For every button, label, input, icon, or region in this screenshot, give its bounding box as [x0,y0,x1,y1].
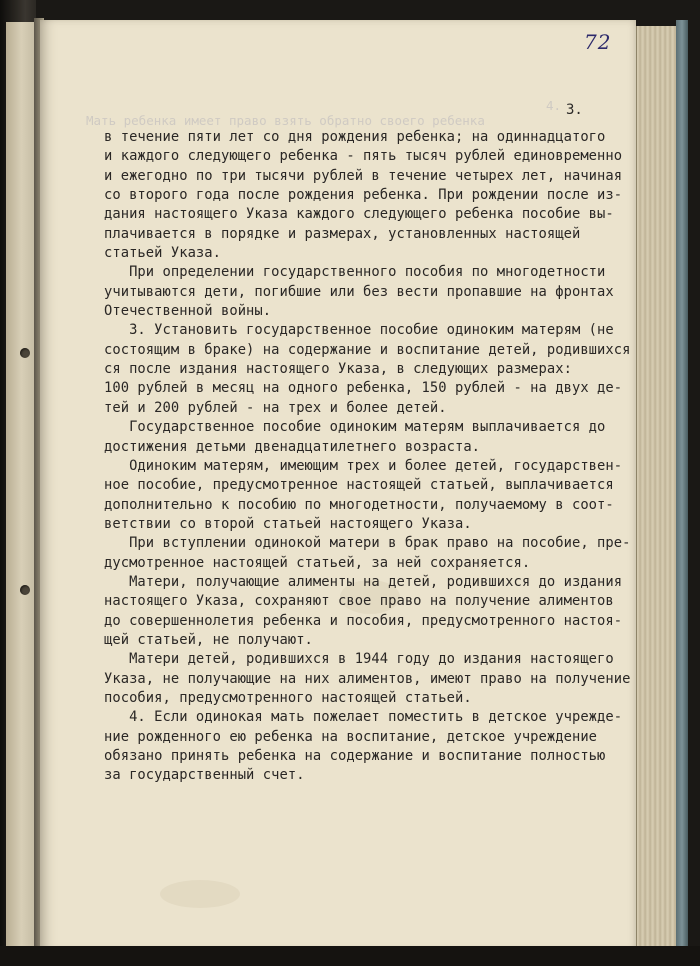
cover-edge [676,20,688,950]
text-line: дусмотренное настоящей статьей, за ней сохраняется. [104,554,531,571]
text-line: дополнительно к пособию по многодетности, получаемому в соот- [104,496,614,513]
left-page-edge [6,22,35,947]
text-line: статьей Указа. [104,245,221,262]
bottom-shadow [0,946,700,966]
text-line: плачивается в порядке и размерах, установленных настоящей [104,225,581,242]
text-line: пособия, предусмотренного настоящей статьей. [104,689,472,706]
text-line: за государственный счет. [104,767,305,784]
text-line: настоящего Указа, сохраняют свое право на получение алиментов [104,593,614,610]
text-line: Матери детей, родившихся в 1944 году до издания настоящего [104,651,614,668]
text-line: и каждого следующего ребенка - пять тысяч рублей единовременно [104,148,623,165]
text-line: ветствии со второй статьей настоящего Указа. [104,515,472,532]
folio-number: 72 [584,30,612,54]
text-line: достижения детьми двенадцатилетнего возраста. [104,438,481,455]
text-line: 3. Установить государственное пособие одиноким матерям (не [104,322,614,339]
text-line: учитываются дети, погибшие или без вести пропавшие на фронтах [104,283,614,300]
bleed-through-text [86,98,626,128]
text-line: и ежегодно по три тысячи рублей в течение четырех лет, начиная [104,167,623,184]
text-line: состоящим в браке) на содержание и воспитание детей, родившихся [104,341,631,358]
text-line: Указа, не получающие на них алиментов, имеют право на получение [104,670,631,687]
binding-hole [20,585,30,595]
text-line: в течение пяти лет со дня рождения ребенка; на одиннадцатого [104,129,606,145]
text-line: Одиноким матерям, имеющим трех и более детей, государствен- [104,457,623,474]
binding-hole [20,348,30,358]
text-line: Отечественной войны. [104,303,272,320]
page-number: 3. [566,102,583,118]
text-line: тей и 200 рублей - на трех и более детей. [104,399,447,416]
text-line: 4. Если одинокая мать пожелает поместить в детское учрежде- [104,709,623,726]
body-text [104,128,631,786]
text-line: 100 рублей в месяц на одного ребенка, 150 рублей - на двух де- [104,380,623,397]
bleed-through-line: 4. [546,98,562,113]
text-line: При вступлении одинокой матери в брак право на пособие, пре- [104,535,631,552]
paper-stain [160,880,240,908]
text-line: со второго года после рождения ребенка. При рождении после из- [104,187,623,204]
text-line: до совершеннолетия ребенка и пособия, предусмотренного настоя- [104,612,623,629]
text-line: Матери, получающие алименты на детей, родившихся до издания [104,573,623,590]
text-line: При определении государственного пособия по многодетности [104,264,606,281]
text-line: ся после издания настоящего Указа, в следующих размерах: [104,361,572,378]
text-line: Государственное пособие одиноким матерям выплачивается до [104,419,606,436]
bleed-through-line: Мать ребенка имеет право взять обратно своего ребенка [86,113,485,128]
text-line: ное пособие, предусмотренное настоящей статьей, выплачивается [104,477,614,494]
text-line: обязано принять ребенка на содержание и воспитание полностью [104,748,606,764]
text-line: дания настоящего Указа каждого следующего ребенка пособие вы- [104,206,614,223]
text-line: щей статьей, не получают. [104,631,313,648]
text-line: ние рожденного ею ребенка на воспитание, детское учреждение [104,728,598,745]
